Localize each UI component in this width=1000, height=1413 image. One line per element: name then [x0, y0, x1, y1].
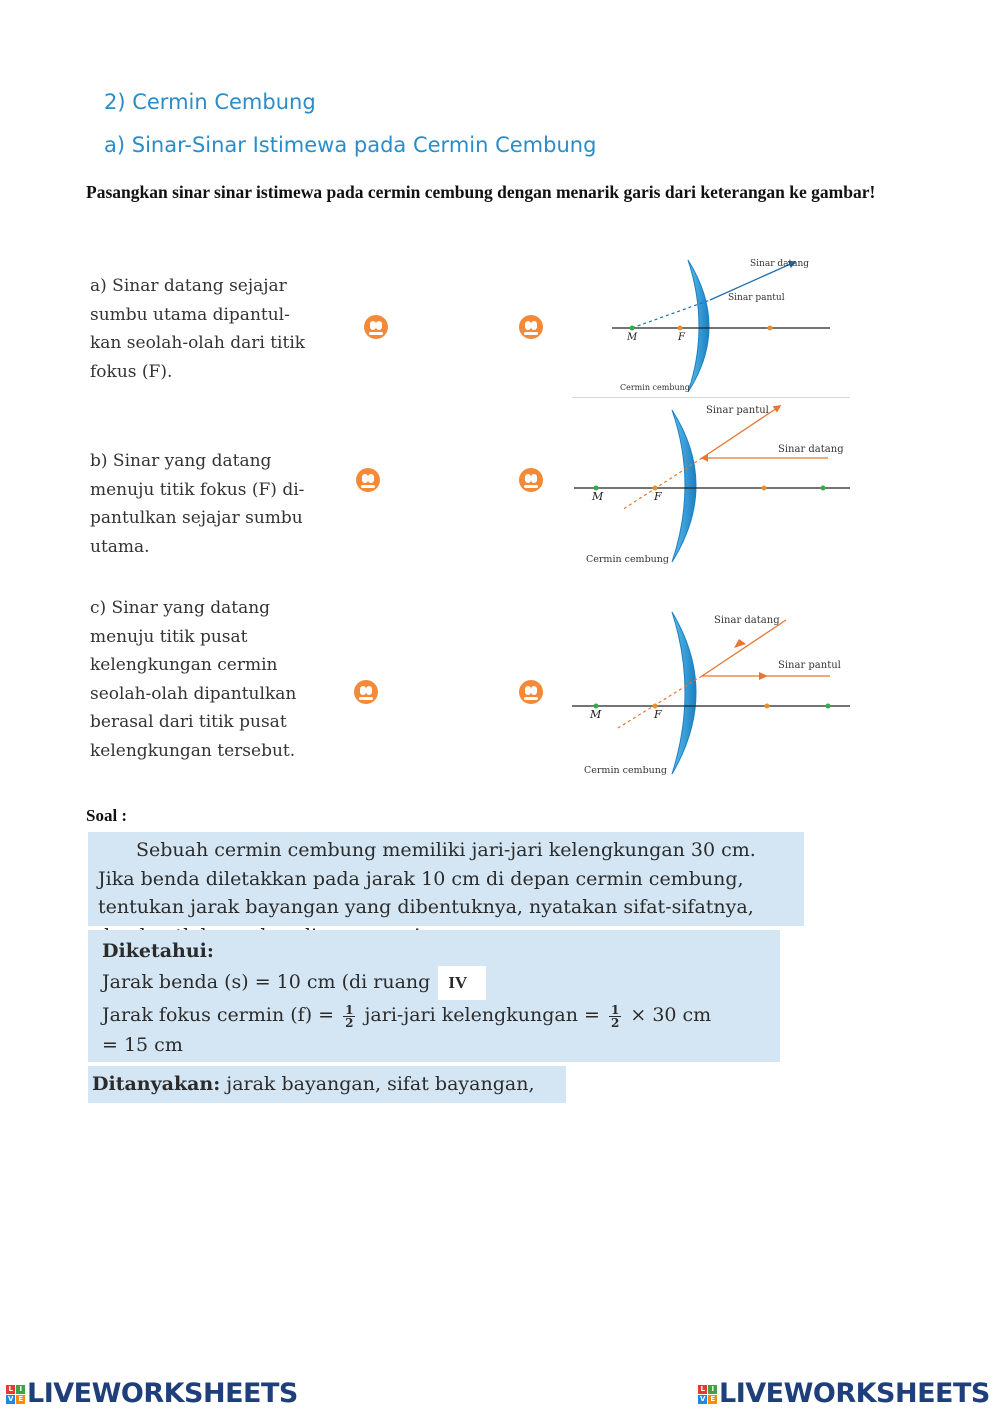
label-reflected: Sinar pantul: [778, 660, 841, 671]
axis-point: [768, 326, 773, 331]
known-line-2-text: × 30 cm: [630, 1004, 712, 1026]
statement-a-line: a) Sinar datang sejajar: [90, 276, 287, 296]
logo-mark-icon: L I V E: [6, 1385, 25, 1404]
convex-mirror: [688, 260, 709, 392]
statement-a: [90, 272, 305, 386]
statement-c-line: berasal dari titik pusat: [90, 712, 287, 732]
statement-b: [90, 447, 304, 561]
known-heading: Diketahui:: [102, 940, 214, 962]
question-line: tentukan jarak bayangan yang dibentuknya, nyatakan sifat-sifatnya,: [98, 896, 754, 918]
label-reflected: Sinar pantul: [706, 405, 769, 416]
statement-c-line: kelengkungan tersebut.: [90, 740, 296, 761]
brand-name: LIVEWORKSHEETS: [719, 1378, 990, 1409]
brand-logo-left: [6, 1378, 298, 1409]
statement-b-line: pantulkan sejajar sumbu: [90, 508, 303, 528]
statement-c-line: c) Sinar yang datang: [90, 598, 271, 618]
known-line-1: [102, 966, 766, 1000]
statement-a-line: kan seolah-olah dari titik: [90, 333, 306, 353]
label-incoming: Sinar datang: [750, 259, 810, 269]
join-node-left-a[interactable]: [364, 315, 388, 339]
question-line: Sebuah cermin cembung memiliki jari-jari kelengkungan 30 cm.: [136, 839, 756, 861]
logo-mark-icon: L I V E: [698, 1385, 717, 1404]
join-node-right-b[interactable]: [519, 468, 543, 492]
subsection-title: a) Sinar-Sinar Istimewa pada Cermin Cembung: [104, 133, 597, 157]
label-f: F: [654, 490, 662, 503]
statement-a-line: sumbu utama dipantul-: [90, 304, 290, 325]
statement-c-line: seolah-olah dipantulkan: [90, 683, 297, 704]
incoming-arrow: [734, 639, 746, 648]
label-incoming: Sinar datang: [714, 615, 780, 626]
axis-point: [821, 486, 826, 491]
section-title: 2) Cermin Cembung: [104, 90, 316, 114]
reflected-arrow: [759, 672, 768, 680]
asked-text: jarak bayangan, sifat bayangan,: [226, 1073, 535, 1095]
soal-label: Soal :: [86, 806, 128, 825]
join-node-left-b[interactable]: [356, 468, 380, 492]
known-line-1-text: Jarak benda (s) = 10 cm (di ruang: [102, 971, 431, 993]
label-m: M: [627, 332, 638, 343]
incoming-ray: [702, 620, 786, 676]
diagram-2: [570, 400, 852, 570]
known-line-2-text: Jarak fokus cermin (f) =: [102, 1004, 335, 1026]
join-node-right-c[interactable]: [519, 680, 543, 704]
label-mirror: Cermin cembung: [584, 765, 667, 776]
statement-b-line: menuju titik fokus (F) di-: [90, 479, 305, 500]
join-node-right-a[interactable]: [519, 315, 543, 339]
statement-c: [90, 594, 296, 765]
diagram-3: [568, 604, 852, 780]
known-line-2-text: jari-jari kelengkungan =: [364, 1004, 600, 1026]
statement-a-line: fokus (F).: [90, 361, 173, 382]
label-mirror: Cermin cembung: [620, 383, 690, 392]
instruction-text: Pasangkan sinar sinar istimewa pada cermin cembung dengan menarik garis dari keterangan ke gambar!: [86, 182, 876, 202]
axis-point: [826, 704, 831, 709]
axis-point: [762, 486, 767, 491]
label-f: F: [654, 708, 662, 721]
fraction-half: $\frac{1}{2}$: [345, 1002, 354, 1030]
question-line: Jika benda diletakkan pada jarak 10 cm di depan cermin cembung,: [98, 867, 744, 890]
axis-point: [765, 704, 770, 709]
question-box: [88, 832, 804, 926]
label-m: M: [592, 490, 604, 503]
asked-heading: Ditanyakan:: [92, 1073, 221, 1095]
answer-field[interactable]: IV: [438, 966, 486, 1000]
brand-name: LIVEWORKSHEETS: [27, 1378, 298, 1409]
statement-b-line: b) Sinar yang datang: [90, 451, 272, 471]
statement-b-line: utama.: [90, 536, 150, 557]
known-line-2: [102, 1000, 766, 1030]
label-incoming: Sinar datang: [778, 444, 844, 455]
convex-mirror: [672, 410, 696, 562]
fraction-half: $\frac{1}{2}$: [610, 1002, 620, 1030]
statement-c-line: menuju titik pusat: [90, 626, 248, 647]
join-node-left-c[interactable]: [354, 680, 378, 704]
diagram-1: [570, 252, 850, 400]
diagram-divider: [572, 397, 850, 398]
point-m-marker: [630, 326, 635, 331]
label-reflected: Sinar pantul: [728, 293, 785, 303]
label-f: F: [678, 332, 685, 343]
asked-box: [88, 1066, 566, 1103]
known-box: [88, 930, 780, 1062]
statement-c-line: kelengkungan cermin: [90, 655, 278, 675]
label-mirror: Cermin cembung: [586, 554, 669, 565]
label-m: M: [590, 708, 602, 721]
point-f-marker: [678, 326, 683, 331]
known-line-3: = 15 cm: [102, 1034, 183, 1056]
brand-logo-right: [698, 1378, 990, 1409]
